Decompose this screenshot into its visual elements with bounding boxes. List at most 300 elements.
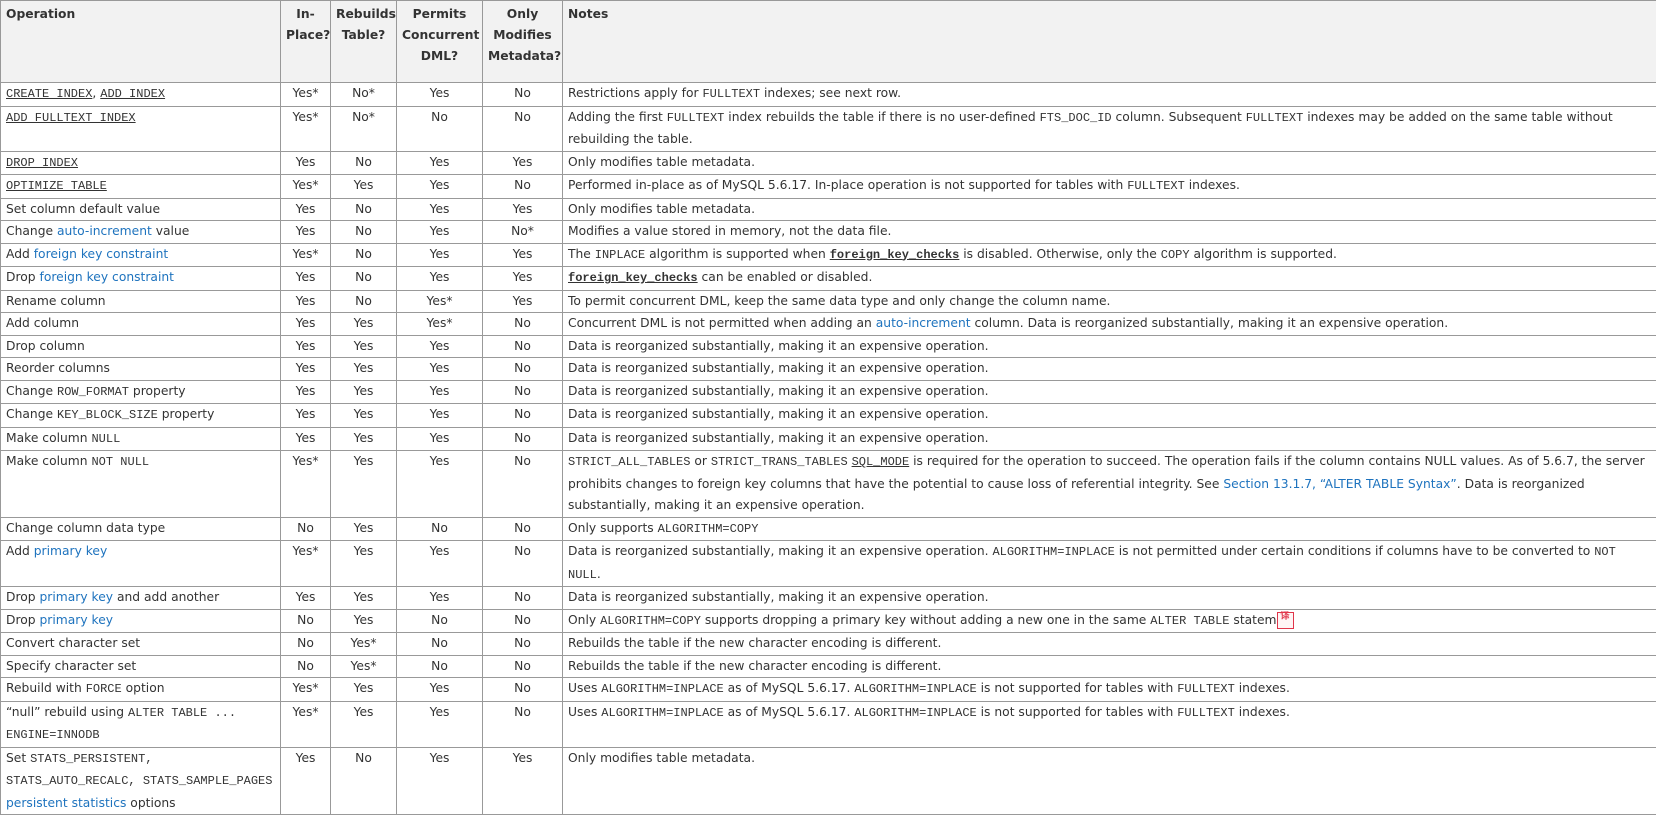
code-text: FULLTEXT (1127, 179, 1185, 193)
cell-operation (1, 83, 281, 107)
cell-operation (1, 243, 281, 267)
cell-concurrent-dml: Yes (397, 335, 483, 358)
text-run: Set (6, 750, 31, 765)
cell-rebuilds-table: Yes (331, 313, 397, 336)
text-run: Specify character set (6, 658, 137, 673)
cell-operation (1, 221, 281, 244)
text-run: property (129, 383, 186, 398)
code-text: NOT NULL (568, 545, 1616, 582)
cell-rebuilds-table: Yes (331, 517, 397, 541)
cell-notes (563, 313, 1656, 336)
cell-concurrent-dml: Yes (397, 587, 483, 610)
table-row (1, 151, 1656, 175)
cell-concurrent-dml: Yes (397, 221, 483, 244)
code-text: ALGORITHM=INPLACE (854, 682, 977, 696)
code-text: ALGORITHM=COPY (657, 521, 759, 536)
cell-rebuilds-table: Yes (331, 380, 397, 404)
cell-in-place: Yes (281, 747, 331, 815)
cell-notes (563, 380, 1656, 404)
cell-rebuilds-table: No (331, 290, 397, 313)
cell-rebuilds-table: No (331, 267, 397, 291)
text-run: Drop (6, 590, 40, 604)
text-run: Add (6, 246, 34, 261)
code-text: ALGORITHM=INPLACE (854, 705, 977, 720)
text-run: Drop column (6, 338, 85, 353)
text-run: is disabled. Otherwise, only the (959, 246, 1161, 261)
text-run: . Data is reorganized substantially, making it an expensive operation. (568, 476, 1585, 512)
cell-notes (563, 290, 1656, 313)
cell-only-metadata: No (483, 655, 563, 678)
cell-in-place: Yes* (281, 175, 331, 199)
text-run: as of MySQL 5.6.17. (723, 681, 855, 695)
cell-concurrent-dml: Yes (397, 678, 483, 702)
code-text: OPTIMIZE TABLE (6, 179, 107, 193)
text-run: Make column (6, 454, 92, 468)
code-text: CREATE INDEX (6, 87, 93, 101)
text-run: is not supported for tables with (976, 704, 1178, 719)
table-row (1, 701, 1656, 747)
text-run: algorithm is supported. (1189, 246, 1337, 261)
doc-link[interactable]: foreign key constraint (39, 270, 174, 284)
cell-operation (1, 313, 281, 336)
text-run: Set column default value (6, 201, 161, 216)
text-run: Concurrent DML is not permitted when adding an (568, 316, 876, 330)
cell-concurrent-dml: No (397, 609, 483, 633)
cell-concurrent-dml: Yes (397, 451, 483, 518)
table-row (1, 587, 1656, 610)
cell-rebuilds-table: Yes (331, 609, 397, 633)
cell-in-place: Yes* (281, 243, 331, 267)
doc-link[interactable]: primary key (39, 590, 114, 604)
cell-rebuilds-table: No (331, 243, 397, 267)
header-only-modifies-metadata: Only Modifies Metadata? (483, 1, 563, 83)
code-text: SQL_MODE (851, 455, 910, 469)
text-run: Only modifies table metadata. (568, 201, 755, 216)
text-run: indexes. (1234, 704, 1290, 719)
code-text: NULL (91, 431, 121, 446)
table-row (1, 106, 1656, 151)
table-row (1, 243, 1656, 267)
cell-notes (563, 175, 1656, 199)
text-run: Convert character set (6, 636, 141, 650)
cell-concurrent-dml: Yes (397, 243, 483, 267)
header-notes: Notes (563, 1, 1656, 83)
text-run: Data is reorganized substantially, making it an expensive operation. (568, 338, 989, 353)
cell-in-place: No (281, 633, 331, 656)
cell-concurrent-dml: Yes (397, 380, 483, 404)
text-run: Data is reorganized substantially, making it an expensive operation. (568, 407, 989, 421)
table-row (1, 655, 1656, 678)
cell-concurrent-dml: No (397, 517, 483, 541)
text-run: Modifies a value stored in memory, not the data file. (568, 224, 892, 238)
text-run: Make column (6, 430, 92, 445)
table-row (1, 175, 1656, 199)
code-text: FULLTEXT (1245, 110, 1304, 125)
cell-rebuilds-table: Yes (331, 587, 397, 610)
cell-notes (563, 609, 1656, 633)
code-text: ALGORITHM=COPY (600, 613, 701, 628)
cell-in-place: Yes (281, 198, 331, 221)
code-text: INPLACE (594, 247, 646, 262)
cell-in-place: No (281, 517, 331, 541)
cell-in-place: Yes (281, 427, 331, 451)
text-run: can be enabled or disabled. (697, 270, 873, 284)
text-run: Rebuilds the table if the new character encoding is different. (568, 636, 942, 650)
cell-operation (1, 267, 281, 291)
cell-rebuilds-table: Yes* (331, 633, 397, 656)
text-run: Add (6, 544, 34, 558)
cell-rebuilds-table: Yes (331, 427, 397, 451)
cell-notes (563, 221, 1656, 244)
table-body (1, 83, 1656, 815)
text-run: and add another (113, 590, 220, 604)
cell-only-metadata: No* (483, 221, 563, 244)
code-text: STATS_PERSISTENT, STATS_AUTO_RECALC, STATS_SAMPLE_PAGES (6, 751, 273, 788)
cell-operation (1, 541, 281, 587)
cell-rebuilds-table: No (331, 221, 397, 244)
text-run: column. Data is reorganized substantially, making it an expensive operation. (970, 316, 1449, 330)
text-run: algorithm is supported when (645, 246, 830, 261)
text-run: is not permitted under certain conditions if columns have to be converted to (1114, 544, 1595, 558)
text-run: indexes; see next row. (760, 86, 902, 100)
text-run: or (690, 454, 711, 468)
cell-rebuilds-table: Yes (331, 175, 397, 199)
cell-notes (563, 106, 1656, 151)
text-run: Rename column (6, 293, 106, 308)
code-text: STRICT_TRANS_TABLES (710, 455, 848, 469)
cell-operation (1, 175, 281, 199)
cell-only-metadata: No (483, 541, 563, 587)
text-run: column. Subsequent (1111, 109, 1246, 124)
code-text: FULLTEXT (1177, 682, 1235, 696)
cell-concurrent-dml: No (397, 633, 483, 656)
text-run: To permit concurrent DML, keep the same data type and only change the column name. (568, 293, 1111, 308)
table-row (1, 83, 1656, 107)
cell-operation (1, 198, 281, 221)
text-run: indexes. (1234, 681, 1290, 695)
text-run: Data is reorganized substantially, making it an expensive operation. (568, 544, 993, 558)
cell-notes (563, 517, 1656, 541)
code-text: ADD FULLTEXT INDEX (6, 110, 136, 125)
cell-only-metadata: No (483, 404, 563, 428)
code-text: ALGORITHM=INPLACE (601, 705, 724, 720)
cell-operation (1, 380, 281, 404)
table-row (1, 541, 1656, 587)
text-run: Rebuilds the table if the new character encoding is different. (568, 658, 942, 673)
cell-concurrent-dml: Yes* (397, 313, 483, 336)
cell-concurrent-dml: Yes (397, 404, 483, 428)
cell-only-metadata: No (483, 633, 563, 656)
cell-in-place: Yes* (281, 541, 331, 587)
text-run: Uses (568, 704, 602, 719)
translate-icon[interactable]: 译 (1277, 612, 1294, 629)
text-run: Only supports (568, 520, 658, 535)
cell-notes (563, 404, 1656, 428)
code-text: FULLTEXT (1177, 705, 1235, 720)
cell-in-place: Yes (281, 151, 331, 175)
text-run: Change column data type (6, 520, 166, 535)
cell-only-metadata: No (483, 587, 563, 610)
cell-in-place: Yes (281, 313, 331, 336)
text-run: Change (6, 383, 57, 398)
text-run: . (596, 566, 601, 581)
cell-concurrent-dml: Yes (397, 267, 483, 291)
table-row (1, 747, 1656, 815)
code-text: FULLTEXT (702, 87, 761, 101)
cell-only-metadata: Yes (483, 243, 563, 267)
cell-rebuilds-table: Yes* (331, 655, 397, 678)
text-run: is required for the operation to succeed. The operation fails if the column contains NULL values. As of 5.6.7, the server prohibits changes to foreign key columns that have the potential to cause loss of referential integrity. See (568, 454, 1645, 491)
text-run: Drop (6, 270, 40, 284)
cell-only-metadata: No (483, 427, 563, 451)
cell-concurrent-dml: Yes (397, 151, 483, 175)
doc-link[interactable]: auto-increment (875, 316, 971, 330)
code-text: ALGORITHM=INPLACE (601, 682, 724, 696)
cell-concurrent-dml: Yes (397, 747, 483, 815)
header-in-place: In- Place? (281, 1, 331, 83)
text-run: Drop (6, 612, 40, 627)
table-row (1, 609, 1656, 633)
text-run: The (568, 246, 595, 261)
cell-notes (563, 151, 1656, 175)
cell-only-metadata: Yes (483, 151, 563, 175)
cell-concurrent-dml: No (397, 655, 483, 678)
text-run: , (92, 86, 101, 100)
text-run: Data is reorganized substantially, making it an expensive operation. (568, 430, 989, 445)
cell-in-place: Yes (281, 587, 331, 610)
cell-concurrent-dml: Yes (397, 175, 483, 199)
table-row (1, 198, 1656, 221)
cell-notes (563, 335, 1656, 358)
cell-concurrent-dml: Yes (397, 541, 483, 587)
doc-link[interactable]: foreign key constraint (33, 246, 169, 261)
cell-operation (1, 701, 281, 747)
text-run: “null” rebuild using (6, 704, 129, 719)
cell-in-place: No (281, 609, 331, 633)
cell-operation (1, 678, 281, 702)
cell-rebuilds-table: Yes (331, 404, 397, 428)
text-run: Performed in-place as of MySQL 5.6.17. In-place operation is not supported for tables with (568, 178, 1128, 192)
code-text: ROW_FORMAT (57, 384, 130, 399)
text-run: option (121, 681, 165, 695)
cell-in-place: Yes* (281, 451, 331, 518)
table-row (1, 358, 1656, 381)
text-run: as of MySQL 5.6.17. (723, 704, 855, 719)
cell-only-metadata: No (483, 678, 563, 702)
doc-link[interactable]: primary key (33, 544, 108, 558)
cell-in-place: Yes* (281, 106, 331, 151)
text-run: Only modifies table metadata. (568, 750, 755, 765)
cell-notes (563, 633, 1656, 656)
cell-only-metadata: No (483, 335, 563, 358)
text-run: Only modifies table metadata. (568, 154, 755, 169)
cell-only-metadata: No (483, 451, 563, 518)
header-operation: Operation (1, 1, 281, 83)
cell-only-metadata: Yes (483, 198, 563, 221)
text-run: Uses (568, 681, 602, 695)
text-run: Reorder columns (6, 361, 110, 375)
cell-operation (1, 404, 281, 428)
cell-only-metadata: Yes (483, 267, 563, 291)
cell-in-place: Yes (281, 380, 331, 404)
table-row (1, 335, 1656, 358)
doc-link[interactable]: auto-increment (57, 224, 152, 238)
header-rebuilds-table: Rebuilds Table? (331, 1, 397, 83)
cell-notes (563, 267, 1656, 291)
table-row (1, 221, 1656, 244)
cell-rebuilds-table: No* (331, 83, 397, 107)
cell-rebuilds-table: Yes (331, 451, 397, 518)
cell-operation (1, 290, 281, 313)
header-permits-concurrent-dml: Permits Concurrent DML? (397, 1, 483, 83)
text-run: Only (568, 612, 601, 627)
code-text: ALTER TABLE ... ENGINE=INNODB (6, 705, 237, 742)
cell-only-metadata: No (483, 106, 563, 151)
text-run: value (151, 224, 190, 238)
cell-only-metadata: Yes (483, 747, 563, 815)
table-row (1, 517, 1656, 541)
cell-in-place: Yes (281, 335, 331, 358)
text-run: indexes may be added on the same table without rebuilding the table. (568, 109, 1613, 146)
text-run: Add column (6, 316, 79, 330)
cell-in-place: Yes (281, 221, 331, 244)
table-row (1, 380, 1656, 404)
cell-only-metadata: No (483, 358, 563, 381)
cell-notes (563, 678, 1656, 702)
code-text: STRICT_ALL_TABLES (568, 455, 691, 469)
code-text: foreign_key_checks (829, 247, 960, 262)
text-run: Data is reorganized substantially, making it an expensive operation. (568, 361, 989, 375)
cell-notes (563, 198, 1656, 221)
table-row (1, 427, 1656, 451)
cell-concurrent-dml: Yes (397, 198, 483, 221)
code-text: foreign_key_checks (568, 271, 698, 285)
table-row (1, 678, 1656, 702)
code-text: FORCE (85, 682, 122, 696)
cell-in-place: No (281, 655, 331, 678)
code-text: NOT NULL (91, 455, 150, 469)
cell-notes (563, 83, 1656, 107)
cell-notes (563, 541, 1656, 587)
cell-concurrent-dml: Yes* (397, 290, 483, 313)
text-run: options (126, 795, 176, 810)
cell-rebuilds-table: No (331, 151, 397, 175)
cell-only-metadata: Yes (483, 290, 563, 313)
table-row (1, 451, 1656, 518)
table-row (1, 290, 1656, 313)
cell-notes (563, 655, 1656, 678)
text-run: Adding the first (568, 109, 667, 124)
cell-operation (1, 747, 281, 815)
text-run: Data is reorganized substantially, making it an expensive operation. (568, 590, 989, 604)
cell-notes (563, 358, 1656, 381)
cell-rebuilds-table: No (331, 747, 397, 815)
text-run: Restrictions apply for (568, 86, 703, 100)
cell-concurrent-dml: Yes (397, 701, 483, 747)
cell-rebuilds-table: No (331, 198, 397, 221)
cell-only-metadata: No (483, 83, 563, 107)
cell-operation (1, 609, 281, 633)
cell-only-metadata: No (483, 609, 563, 633)
text-run: Change (6, 224, 57, 238)
cell-operation (1, 151, 281, 175)
cell-in-place: Yes* (281, 83, 331, 107)
cell-operation (1, 106, 281, 151)
cell-operation (1, 655, 281, 678)
code-text: DROP INDEX (6, 155, 79, 170)
code-text: KEY_BLOCK_SIZE (57, 408, 158, 422)
text-run: indexes. (1184, 178, 1240, 192)
cell-concurrent-dml: No (397, 106, 483, 151)
cell-concurrent-dml: Yes (397, 83, 483, 107)
cell-notes (563, 701, 1656, 747)
code-text: ADD INDEX (100, 87, 166, 101)
text-run: statem (1229, 612, 1277, 627)
table-row (1, 267, 1656, 291)
cell-only-metadata: No (483, 175, 563, 199)
cell-notes (563, 587, 1656, 610)
cell-operation (1, 335, 281, 358)
code-text: ALGORITHM=INPLACE (992, 545, 1115, 559)
cell-in-place: Yes (281, 290, 331, 313)
doc-link[interactable]: Section 13.1.7, “ALTER TABLE Syntax” (1223, 476, 1457, 491)
cell-notes (563, 427, 1656, 451)
cell-notes (563, 451, 1656, 518)
cell-operation (1, 427, 281, 451)
cell-rebuilds-table: Yes (331, 358, 397, 381)
code-text: FULLTEXT (666, 110, 725, 125)
cell-notes (563, 243, 1656, 267)
cell-operation (1, 358, 281, 381)
doc-link[interactable]: persistent statistics (6, 795, 127, 810)
cell-operation (1, 633, 281, 656)
cell-in-place: Yes (281, 358, 331, 381)
cell-rebuilds-table: Yes (331, 678, 397, 702)
cell-in-place: Yes* (281, 678, 331, 702)
table-row (1, 313, 1656, 336)
doc-link[interactable]: primary key (39, 612, 114, 627)
cell-in-place: Yes (281, 267, 331, 291)
cell-in-place: Yes* (281, 701, 331, 747)
cell-only-metadata: No (483, 313, 563, 336)
text-run: Change (6, 407, 57, 421)
table-header-row (1, 1, 1656, 83)
table-row (1, 633, 1656, 656)
code-text: FTS_DOC_ID (1039, 110, 1112, 125)
code-text: COPY (1160, 247, 1190, 262)
cell-operation (1, 587, 281, 610)
text-run: Rebuild with (6, 681, 86, 695)
text-run: is not supported for tables with (976, 681, 1178, 695)
cell-only-metadata: No (483, 701, 563, 747)
cell-operation (1, 451, 281, 518)
cell-notes (563, 747, 1656, 815)
text-run: index rebuilds the table if there is no user-defined (724, 109, 1040, 124)
cell-in-place: Yes (281, 404, 331, 428)
text-run: supports dropping a primary key without adding a new one in the same (700, 612, 1151, 627)
cell-concurrent-dml: Yes (397, 358, 483, 381)
code-text: ALTER TABLE (1150, 613, 1230, 628)
text-run: Data is reorganized substantially, making it an expensive operation. (568, 383, 989, 398)
cell-concurrent-dml: Yes (397, 427, 483, 451)
cell-operation (1, 517, 281, 541)
cell-only-metadata: No (483, 380, 563, 404)
text-run: property (157, 407, 215, 421)
table-row (1, 404, 1656, 428)
cell-rebuilds-table: Yes (331, 335, 397, 358)
cell-rebuilds-table: Yes (331, 541, 397, 587)
cell-only-metadata: No (483, 517, 563, 541)
